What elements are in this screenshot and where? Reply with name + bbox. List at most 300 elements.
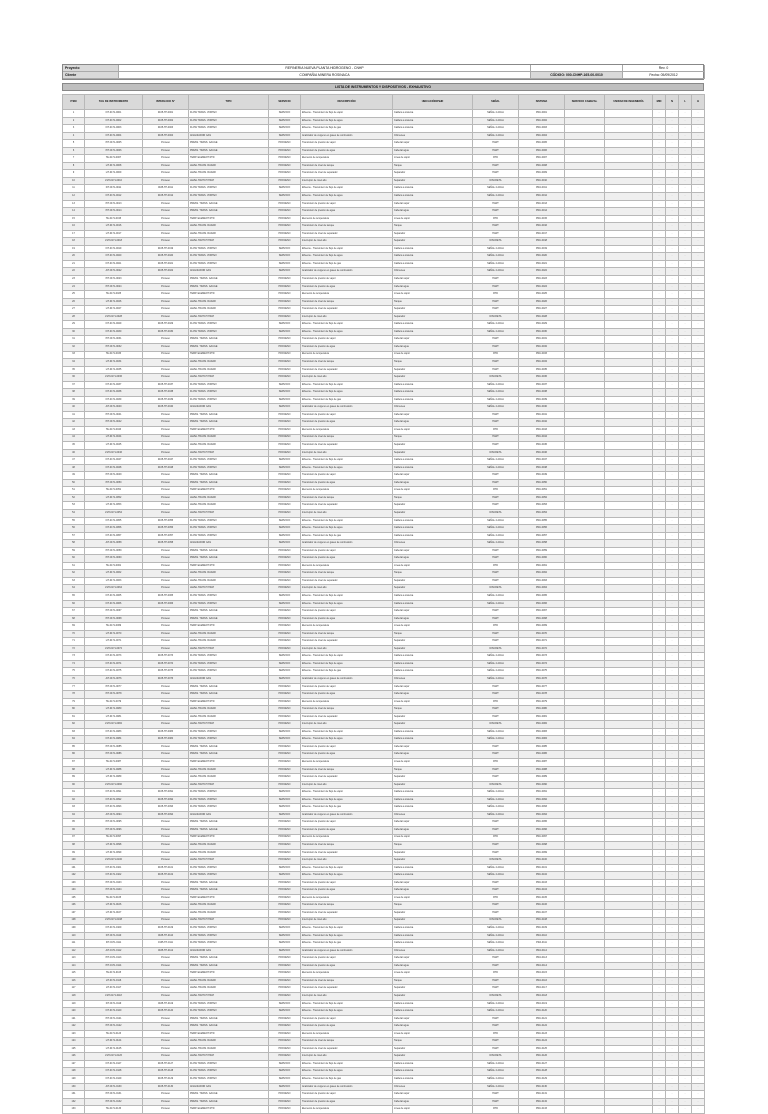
table-cell: -	[653, 1008, 666, 1016]
table-cell: -	[692, 932, 705, 940]
table-cell: 95	[63, 819, 85, 827]
table-cell: -	[679, 1008, 692, 1016]
table-cell: Cabezal vapor	[393, 819, 473, 827]
table-cell	[605, 615, 653, 623]
table-cell	[605, 117, 653, 125]
table-cell: Elemento de temperatura	[301, 215, 393, 223]
table-row	[63, 721, 705, 729]
table-cell: LIT-0171-0016	[85, 223, 143, 231]
table-cell: -	[653, 698, 666, 706]
table-cell: PRA-0098	[519, 842, 565, 850]
table-cell: SEÑAL 4-20mA	[473, 404, 519, 412]
table-cell: Proceso	[143, 426, 189, 434]
table-cell: Línea de vapor	[393, 1106, 473, 1114]
table-cell: -	[692, 442, 705, 450]
table-cell: -	[653, 472, 666, 480]
table-cell: TEMP. ELEMENT RTD	[189, 562, 269, 570]
table-cell: -	[653, 411, 666, 419]
table-row	[63, 1060, 705, 1068]
table-cell: -	[692, 328, 705, 336]
table-cell: -	[666, 811, 679, 819]
table-cell: ANALIZADOR GAS	[189, 404, 269, 412]
table-cell: -	[692, 842, 705, 850]
table-cell: -	[692, 826, 705, 834]
table-cell: Analizador de oxígeno en gases de combustión	[301, 268, 393, 276]
table-cell: Efluente - Transmisor de flujo de vapor	[301, 1000, 393, 1008]
table-cell: LIT-0171-0045	[85, 442, 143, 450]
table-cell: FLOW TRANS. VORTEX	[189, 525, 269, 533]
table-cell: SERVICIO	[269, 389, 301, 397]
table-cell	[605, 683, 653, 691]
table-cell: -	[692, 879, 705, 887]
table-cell: PROCESO	[269, 1015, 301, 1023]
table-cell: PRA-0102	[519, 872, 565, 880]
table-cell: FLOW TRANS. VORTEX	[189, 532, 269, 540]
table-cell: -	[679, 268, 692, 276]
table-cell: 1	[63, 110, 85, 118]
table-cell: -	[679, 593, 692, 601]
table-cell: -	[653, 1000, 666, 1008]
table-cell: PROCESO	[269, 834, 301, 842]
table-cell: -	[666, 872, 679, 880]
table-cell: PRA-0015	[519, 215, 565, 223]
table-cell: HART	[473, 276, 519, 284]
table-cell: Proceso	[143, 1038, 189, 1046]
table-cell	[605, 313, 653, 321]
table-cell: -	[653, 955, 666, 963]
table-row	[63, 426, 705, 434]
table-cell: -	[692, 1098, 705, 1106]
table-cell: PRA-0002	[519, 117, 565, 125]
table-cell: FLOW TRANS. VORTEX	[189, 381, 269, 389]
table-cell: Cabezal agua	[393, 826, 473, 834]
table-cell: 61	[63, 562, 85, 570]
table-cell: LSH-0171-0118	[85, 992, 143, 1000]
table-cell: LIT-0171-0034	[85, 359, 143, 367]
table-cell: -	[653, 132, 666, 140]
table-cell: Caldera a sistema	[393, 668, 473, 676]
table-cell: FLOW TRANS. VORTEX	[189, 117, 269, 125]
table-cell: PROCESO	[269, 374, 301, 382]
table-cell: -	[653, 555, 666, 563]
table-cell: HART	[473, 343, 519, 351]
table-cell: -	[679, 230, 692, 238]
column-header: N	[666, 95, 679, 110]
table-cell: HART	[473, 555, 519, 563]
table-cell: -	[679, 834, 692, 842]
table-cell: -	[692, 917, 705, 925]
table-row	[63, 1053, 705, 1061]
table-cell: Caldera a sistema	[393, 532, 473, 540]
table-cell: Interruptor de nivel alto	[301, 313, 393, 321]
table-cell: -	[679, 532, 692, 540]
table-cell: -	[692, 1068, 705, 1076]
table-cell: -	[679, 260, 692, 268]
table-cell: PRESS. TRANS. GAUGE	[189, 691, 269, 699]
table-cell: -	[679, 276, 692, 284]
table-cell: 0165-TP-0093	[143, 804, 189, 812]
table-cell: Proceso	[143, 155, 189, 163]
table-cell: TE-0171-0087	[85, 759, 143, 767]
table-cell: Separador	[393, 774, 473, 782]
table-cell: Efluente - Transmisor de flujo de agua	[301, 796, 393, 804]
table-cell: HART	[473, 223, 519, 231]
table-cell: PRA-0044	[519, 434, 565, 442]
table-cell: Cabezal agua	[393, 419, 473, 427]
table-cell: -	[692, 419, 705, 427]
table-cell: PRA-0008	[519, 162, 565, 170]
table-cell	[565, 260, 605, 268]
table-cell	[605, 736, 653, 744]
table-cell	[605, 155, 653, 163]
table-cell: SEÑAL 4-20mA	[473, 268, 519, 276]
table-cell: SERVICIO	[269, 525, 301, 533]
table-cell: FLOW TRANS. VORTEX	[189, 185, 269, 193]
table-cell: RTD	[473, 623, 519, 631]
table-cell: Elemento de temperatura	[301, 698, 393, 706]
table-cell: PIT-0171-0041	[85, 411, 143, 419]
table-cell: HART	[473, 472, 519, 480]
table-cell: FLOW TRANS. VORTEX	[189, 245, 269, 253]
table-cell: 63	[63, 577, 85, 585]
table-cell: -	[692, 902, 705, 910]
table-cell: LIT-0171-0026	[85, 298, 143, 306]
table-cell: FLOW TRANS. VORTEX	[189, 1076, 269, 1084]
table-row	[63, 691, 705, 699]
table-cell: Caldera a sistema	[393, 321, 473, 329]
table-cell	[565, 985, 605, 993]
table-row	[63, 577, 705, 585]
table-cell	[605, 200, 653, 208]
table-cell	[605, 404, 653, 412]
table-cell: PROCESO	[269, 1038, 301, 1046]
table-cell: -	[666, 909, 679, 917]
table-cell: -	[679, 464, 692, 472]
table-cell: Caldera a sistema	[393, 193, 473, 201]
table-row	[63, 698, 705, 706]
table-row	[63, 381, 705, 389]
table-cell: 3	[63, 125, 85, 133]
table-row	[63, 736, 705, 744]
table-cell	[565, 660, 605, 668]
table-cell: -	[692, 200, 705, 208]
table-cell: Tanque	[393, 223, 473, 231]
table-cell: Proceso	[143, 894, 189, 902]
table-cell	[565, 887, 605, 895]
table-cell: 121	[63, 1015, 85, 1023]
table-cell	[565, 1106, 605, 1114]
table-cell: -	[666, 1068, 679, 1076]
table-cell: SERVICIO	[269, 125, 301, 133]
table-cell	[605, 811, 653, 819]
table-cell: Cabezal vapor	[393, 879, 473, 887]
table-cell: PRA-0073	[519, 653, 565, 661]
table-cell: 19	[63, 245, 85, 253]
table-cell: Proceso	[143, 698, 189, 706]
table-cell: HART	[473, 955, 519, 963]
table-cell: SERVICIO	[269, 660, 301, 668]
table-cell	[565, 751, 605, 759]
table-cell: 125	[63, 1045, 85, 1053]
table-cell: Transmisor de nivel de separador	[301, 230, 393, 238]
table-cell	[605, 917, 653, 925]
table-cell: PRA-0009	[519, 170, 565, 178]
table-cell: PRESS. TRANS. GAUGE	[189, 200, 269, 208]
table-cell: PROCESO	[269, 200, 301, 208]
table-cell: PRA-0028	[519, 313, 565, 321]
table-cell: PROCESO	[269, 638, 301, 646]
table-cell: Proceso	[143, 819, 189, 827]
table-cell: -	[679, 502, 692, 510]
table-cell: -	[679, 940, 692, 948]
table-cell: PRA-0062	[519, 570, 565, 578]
table-cell: Línea de vapor	[393, 623, 473, 631]
table-cell: PRA-0060	[519, 555, 565, 563]
table-cell: Proceso	[143, 570, 189, 578]
table-cell: SEÑAL 4-20mA	[473, 864, 519, 872]
table-cell: Transmisor de presión de agua	[301, 283, 393, 291]
table-cell: -	[679, 781, 692, 789]
table-cell: Proceso	[143, 615, 189, 623]
table-cell: -	[692, 1083, 705, 1091]
table-cell: Chimenea	[393, 676, 473, 684]
table-cell: 0165-TP-0119	[143, 1000, 189, 1008]
table-cell: 132	[63, 1098, 85, 1106]
column-header: SEÑAL	[473, 95, 519, 110]
table-cell: LIT-0171-0035	[85, 366, 143, 374]
table-cell: -	[666, 449, 679, 457]
table-cell: PIT-0171-0005	[85, 140, 143, 148]
table-cell: LIT-0171-0044	[85, 434, 143, 442]
table-cell: 30	[63, 328, 85, 336]
table-cell: 0165-TP-0094	[143, 811, 189, 819]
table-cell: PRESS. TRANS. GAUGE	[189, 555, 269, 563]
table-cell: -	[653, 245, 666, 253]
table-cell: PIT-0171-0068	[85, 615, 143, 623]
table-cell: Proceso	[143, 992, 189, 1000]
table-cell: PRA-0100	[519, 857, 565, 865]
table-cell: SERVICIO	[269, 185, 301, 193]
table-cell	[605, 328, 653, 336]
table-cell: Elemento de temperatura	[301, 759, 393, 767]
table-cell: Elemento de temperatura	[301, 351, 393, 359]
table-cell: -	[653, 185, 666, 193]
table-cell: Transmisor de presión de agua	[301, 751, 393, 759]
table-cell	[605, 306, 653, 314]
table-cell	[565, 517, 605, 525]
table-cell: Analizador de oxígeno en gases de combustión	[301, 132, 393, 140]
table-cell: PRESS. TRANS. GAUGE	[189, 1091, 269, 1099]
table-cell	[565, 925, 605, 933]
table-cell: Efluente - Transmisor de flujo de vapor	[301, 110, 393, 118]
table-cell: PROCESO	[269, 426, 301, 434]
table-cell: Proceso	[143, 283, 189, 291]
table-cell: -	[679, 698, 692, 706]
table-cell: 36	[63, 374, 85, 382]
table-cell: Interruptor de nivel alto	[301, 992, 393, 1000]
table-cell: -	[692, 751, 705, 759]
table-cell: FIT-0171-0073	[85, 653, 143, 661]
table-cell: Proceso	[143, 147, 189, 155]
table-cell: Interruptor de nivel alto	[301, 857, 393, 865]
table-cell: PRA-0113	[519, 955, 565, 963]
table-cell: Proceso	[143, 449, 189, 457]
table-cell: Línea de vapor	[393, 834, 473, 842]
table-cell: 0165-TP-0066	[143, 600, 189, 608]
table-cell: Efluente - Transmisor de flujo de vapor	[301, 925, 393, 933]
table-cell: FIT-0171-0101	[85, 864, 143, 872]
table-cell: -	[679, 932, 692, 940]
column-header: DESCRIPCIÓN	[301, 95, 393, 110]
table-cell: 11	[63, 185, 85, 193]
table-cell: 62	[63, 570, 85, 578]
table-cell: -	[679, 147, 692, 155]
table-cell: -	[692, 1000, 705, 1008]
table-cell: -	[692, 811, 705, 819]
table-cell: -	[692, 721, 705, 729]
table-row	[63, 925, 705, 933]
table-cell: Efluente - Transmisor de flujo de vapor	[301, 185, 393, 193]
table-cell: -	[666, 177, 679, 185]
table-cell: -	[653, 389, 666, 397]
table-cell: PROCESO	[269, 691, 301, 699]
table-cell: -	[666, 547, 679, 555]
table-cell: RTD	[473, 155, 519, 163]
table-row	[63, 751, 705, 759]
table-cell: LSH-0171-0072	[85, 645, 143, 653]
table-cell	[605, 555, 653, 563]
table-cell: SEÑAL 4-20mA	[473, 728, 519, 736]
table-cell: TE-0171-0105	[85, 894, 143, 902]
table-cell: -	[653, 253, 666, 261]
table-cell: 53	[63, 502, 85, 510]
table-cell: -	[679, 472, 692, 480]
table-cell: -	[653, 110, 666, 118]
table-cell: -	[666, 774, 679, 782]
table-cell: -	[679, 713, 692, 721]
table-cell: PRA-0027	[519, 306, 565, 314]
table-cell: PRA-0079	[519, 698, 565, 706]
table-cell: -	[679, 540, 692, 548]
table-cell	[565, 826, 605, 834]
table-cell: SEÑAL 4-20mA	[473, 1060, 519, 1068]
table-cell: -	[666, 238, 679, 246]
table-cell: 79	[63, 698, 85, 706]
table-cell: -	[653, 902, 666, 910]
table-row	[63, 110, 705, 118]
table-cell: PROCESO	[269, 411, 301, 419]
table-cell	[565, 1015, 605, 1023]
table-cell: -	[666, 1083, 679, 1091]
table-cell	[605, 1008, 653, 1016]
table-cell: -	[666, 404, 679, 412]
table-cell: 26	[63, 298, 85, 306]
table-cell: Caldera a sistema	[393, 245, 473, 253]
table-cell: -	[692, 728, 705, 736]
table-cell	[605, 1106, 653, 1114]
table-cell: PRA-0083	[519, 728, 565, 736]
revision: Rev. 0	[623, 65, 705, 72]
table-cell: -	[653, 691, 666, 699]
table-cell: -	[666, 970, 679, 978]
table-cell: 120	[63, 1008, 85, 1016]
table-cell: LSH-0171-0126	[85, 1053, 143, 1061]
table-cell: 35	[63, 366, 85, 374]
table-cell: Proceso	[143, 298, 189, 306]
table-cell: PROCESO	[269, 577, 301, 585]
table-cell	[605, 442, 653, 450]
table-cell: -	[666, 562, 679, 570]
table-row	[63, 238, 705, 246]
table-cell: PRA-0026	[519, 298, 565, 306]
table-cell: -	[692, 426, 705, 434]
table-cell: PRA-0132	[519, 1098, 565, 1106]
table-cell: Línea de vapor	[393, 291, 473, 299]
table-cell: SEÑAL 4-20mA	[473, 253, 519, 261]
table-cell: FLOW TRANS. VORTEX	[189, 653, 269, 661]
table-cell: PROCESO	[269, 170, 301, 178]
table-cell: SEÑAL 4-20mA	[473, 940, 519, 948]
table-row	[63, 147, 705, 155]
table-cell: -	[666, 411, 679, 419]
table-cell: -	[679, 200, 692, 208]
table-cell: DISCRETA	[473, 374, 519, 382]
table-cell: PRA-0030	[519, 328, 565, 336]
table-cell: -	[666, 826, 679, 834]
table-cell	[605, 238, 653, 246]
table-cell: Proceso	[143, 306, 189, 314]
table-cell: HART	[473, 442, 519, 450]
table-cell: -	[653, 313, 666, 321]
table-cell: PROCESO	[269, 1023, 301, 1031]
table-cell: PRA-0068	[519, 615, 565, 623]
table-cell: PRA-0023	[519, 276, 565, 284]
table-cell: Efluente - Transmisor de flujo de gas	[301, 396, 393, 404]
table-cell: -	[692, 962, 705, 970]
table-cell: LEVEL TRANS. RADAR	[189, 577, 269, 585]
table-header-row	[63, 95, 705, 110]
table-row	[63, 585, 705, 593]
table-cell: TEMP. ELEMENT RTD	[189, 291, 269, 299]
table-cell: -	[653, 494, 666, 502]
table-cell	[605, 721, 653, 729]
table-cell: RTD	[473, 894, 519, 902]
column-header: MIN	[653, 95, 666, 110]
table-row	[63, 487, 705, 495]
table-cell: -	[653, 721, 666, 729]
table-cell: Tanque	[393, 706, 473, 714]
table-row	[63, 600, 705, 608]
table-cell: -	[653, 457, 666, 465]
table-cell: SERVICIO	[269, 117, 301, 125]
table-cell	[605, 276, 653, 284]
table-cell: LEVEL TRANS. RADAR	[189, 170, 269, 178]
table-cell: Proceso	[143, 985, 189, 993]
table-cell	[565, 736, 605, 744]
table-cell: 68	[63, 615, 85, 623]
table-cell: -	[679, 404, 692, 412]
table-cell: Cabezal agua	[393, 208, 473, 216]
table-cell: -	[679, 645, 692, 653]
table-cell: HART	[473, 502, 519, 510]
table-cell: SEÑAL 4-20mA	[473, 245, 519, 253]
table-cell: 72	[63, 645, 85, 653]
table-cell: Cabezal agua	[393, 479, 473, 487]
table-cell: -	[666, 1015, 679, 1023]
table-cell: Línea de vapor	[393, 426, 473, 434]
table-cell	[605, 1038, 653, 1046]
table-cell: Efluente - Transmisor de flujo de vapor	[301, 245, 393, 253]
